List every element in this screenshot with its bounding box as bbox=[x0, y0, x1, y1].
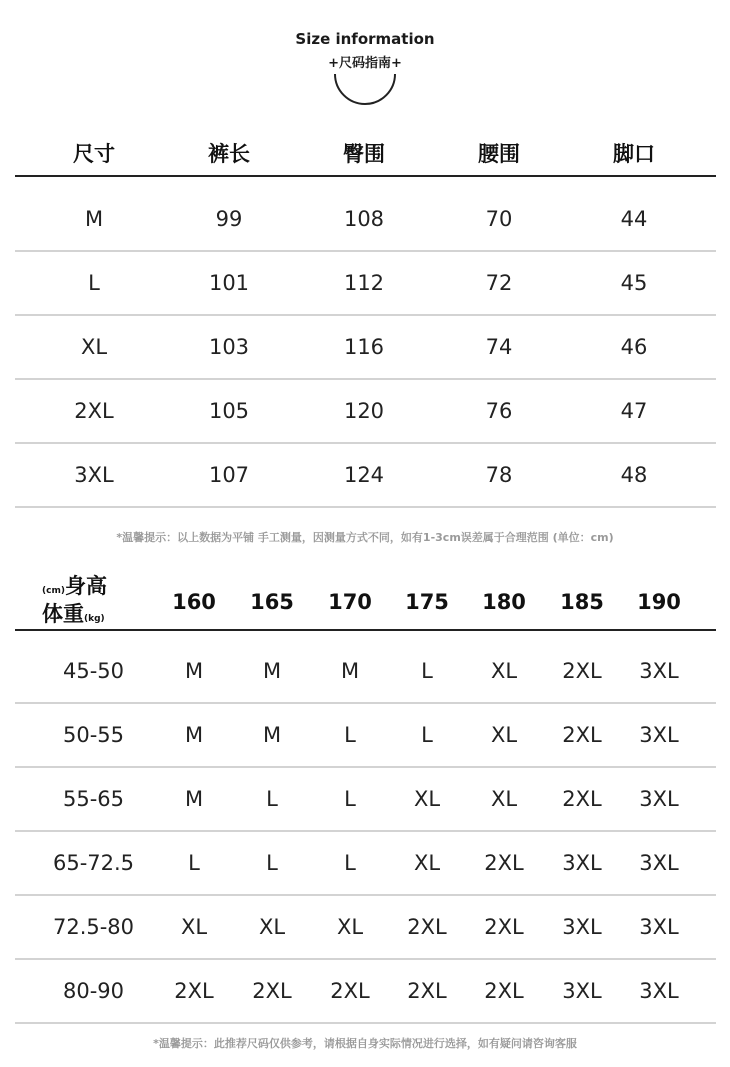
rec-table-row bbox=[15, 896, 716, 958]
recommended-size-cell: 3XL bbox=[639, 851, 679, 875]
recommended-size-cell: 3XL bbox=[562, 851, 602, 875]
size-table-cell: L bbox=[88, 271, 100, 295]
recommended-size-cell: M bbox=[340, 659, 360, 683]
recommended-size-cell: L bbox=[344, 723, 356, 747]
weight-cell: 80-90 bbox=[62, 979, 125, 1003]
recommended-size-cell: 2XL bbox=[484, 915, 524, 939]
weight-cell: 72.5-80 bbox=[52, 915, 135, 939]
size-table-row bbox=[15, 316, 716, 378]
size-table-cell: 45 bbox=[620, 271, 648, 295]
recommended-size-cell: XL bbox=[490, 723, 518, 747]
col-length: 裤长 bbox=[208, 142, 250, 166]
recommended-size-cell: 3XL bbox=[639, 723, 679, 747]
recommended-size-cell: M bbox=[262, 659, 282, 683]
col-waist: 腰围 bbox=[478, 142, 520, 166]
rec-table-row bbox=[15, 704, 716, 766]
recommended-size-cell: 2XL bbox=[174, 979, 214, 1003]
recommended-size-cell: 2XL bbox=[562, 659, 602, 683]
size-table-row bbox=[15, 444, 716, 506]
size-table-cell: 3XL bbox=[74, 463, 114, 487]
size-table-cell: 101 bbox=[208, 271, 250, 295]
size-table-cell: 99 bbox=[215, 207, 243, 231]
recommended-size-cell: 2XL bbox=[252, 979, 292, 1003]
recommendation-note: *温馨提示：此推荐尺码仅供参考，请根据自身实际情况进行选择，如有疑问请咨询客服 bbox=[153, 1037, 577, 1050]
recommended-size-cell: L bbox=[344, 851, 356, 875]
recommended-size-cell: 2XL bbox=[562, 723, 602, 747]
rec-table-row bbox=[15, 768, 716, 830]
size-table-cell: 124 bbox=[343, 463, 385, 487]
weight-cell: 50-55 bbox=[62, 723, 125, 747]
weight-cell: 45-50 bbox=[62, 659, 125, 683]
recommended-size-cell: 2XL bbox=[562, 787, 602, 811]
height-header-cell: 185 bbox=[560, 590, 604, 614]
recommended-size-cell: XL bbox=[258, 915, 286, 939]
recommended-size-cell: M bbox=[262, 723, 282, 747]
size-table-cell: 108 bbox=[343, 207, 385, 231]
size-table-cell: 107 bbox=[208, 463, 250, 487]
rec-table-row bbox=[15, 960, 716, 1022]
recommended-size-cell: 3XL bbox=[562, 979, 602, 1003]
weight-cell: 65-72.5 bbox=[52, 851, 135, 875]
recommended-size-cell: L bbox=[188, 851, 200, 875]
size-table-cell: 112 bbox=[343, 271, 385, 295]
size-table-cell: 120 bbox=[343, 399, 385, 423]
height-header-cell: 180 bbox=[482, 590, 526, 614]
recommended-size-cell: M bbox=[184, 659, 204, 683]
height-header-cell: 190 bbox=[637, 590, 681, 614]
size-table-header bbox=[15, 130, 716, 176]
size-table bbox=[15, 130, 716, 500]
recommended-size-cell: L bbox=[266, 787, 278, 811]
recommended-size-cell: 3XL bbox=[562, 915, 602, 939]
measurement-note: *温馨提示：以上数据为平铺 手工测量，因测量方式不同，如有1-3cm误差属于合理范围 (单位：cm) bbox=[116, 531, 614, 544]
height-header-row bbox=[15, 578, 716, 626]
rec-table-header-rule bbox=[15, 629, 716, 631]
row-divider bbox=[15, 506, 716, 508]
rec-table-row bbox=[15, 640, 716, 702]
recommendation-table bbox=[15, 570, 716, 1020]
recommended-size-cell: XL bbox=[413, 787, 441, 811]
size-table-header-rule bbox=[15, 175, 716, 177]
weight-cell: 55-65 bbox=[62, 787, 125, 811]
size-table-cell: 76 bbox=[485, 399, 513, 423]
height-label: 身高 bbox=[64, 574, 107, 598]
size-table-cell: 78 bbox=[485, 463, 513, 487]
size-table-row bbox=[15, 380, 716, 442]
recommended-size-cell: 2XL bbox=[407, 979, 447, 1003]
page-title: Size information bbox=[295, 30, 435, 48]
recommended-size-cell: L bbox=[421, 659, 433, 683]
recommended-size-cell: 2XL bbox=[484, 979, 524, 1003]
recommended-size-cell: XL bbox=[490, 659, 518, 683]
recommended-size-cell: 3XL bbox=[639, 787, 679, 811]
size-table-cell: XL bbox=[80, 335, 108, 359]
size-table-cell: 105 bbox=[208, 399, 250, 423]
recommended-size-cell: 3XL bbox=[639, 979, 679, 1003]
size-table-row bbox=[15, 188, 716, 250]
size-table-cell: 72 bbox=[485, 271, 513, 295]
col-hip: 臀围 bbox=[343, 142, 385, 166]
size-table-row bbox=[15, 252, 716, 314]
decorative-arc bbox=[332, 72, 398, 108]
size-table-cell: 70 bbox=[485, 207, 513, 231]
weight-label: 体重 bbox=[42, 602, 84, 626]
height-header-cell: 160 bbox=[172, 590, 216, 614]
size-table-cell: 103 bbox=[208, 335, 250, 359]
recommended-size-cell: L bbox=[421, 723, 433, 747]
recommended-size-cell: M bbox=[184, 723, 204, 747]
height-header-cell: 170 bbox=[328, 590, 372, 614]
col-size: 尺寸 bbox=[73, 142, 115, 166]
recommended-size-cell: 2XL bbox=[484, 851, 524, 875]
recommended-size-cell: 3XL bbox=[639, 659, 679, 683]
height-unit: (cm) bbox=[42, 586, 65, 596]
size-table-cell: 48 bbox=[620, 463, 648, 487]
recommended-size-cell: M bbox=[184, 787, 204, 811]
recommended-size-cell: 3XL bbox=[639, 915, 679, 939]
size-table-cell: M bbox=[84, 207, 104, 231]
recommended-size-cell: L bbox=[266, 851, 278, 875]
recommended-size-cell: XL bbox=[413, 851, 441, 875]
size-table-cell: 74 bbox=[485, 335, 513, 359]
height-header-cell: 165 bbox=[250, 590, 294, 614]
recommended-size-cell: XL bbox=[490, 787, 518, 811]
page-subtitle: +尺码指南+ bbox=[328, 56, 402, 71]
height-header-cell: 175 bbox=[405, 590, 449, 614]
size-table-cell: 47 bbox=[620, 399, 648, 423]
recommended-size-cell: 2XL bbox=[407, 915, 447, 939]
size-table-cell: 2XL bbox=[74, 399, 114, 423]
weight-unit: (kg) bbox=[84, 614, 105, 624]
size-table-cell: 46 bbox=[620, 335, 648, 359]
recommended-size-cell: XL bbox=[336, 915, 364, 939]
recommended-size-cell: L bbox=[344, 787, 356, 811]
size-table-cell: 44 bbox=[620, 207, 648, 231]
size-table-cell: 116 bbox=[343, 335, 385, 359]
rec-table-row bbox=[15, 832, 716, 894]
row-divider bbox=[15, 1022, 716, 1024]
recommended-size-cell: 2XL bbox=[330, 979, 370, 1003]
recommended-size-cell: XL bbox=[180, 915, 208, 939]
col-hem: 脚口 bbox=[613, 142, 655, 166]
